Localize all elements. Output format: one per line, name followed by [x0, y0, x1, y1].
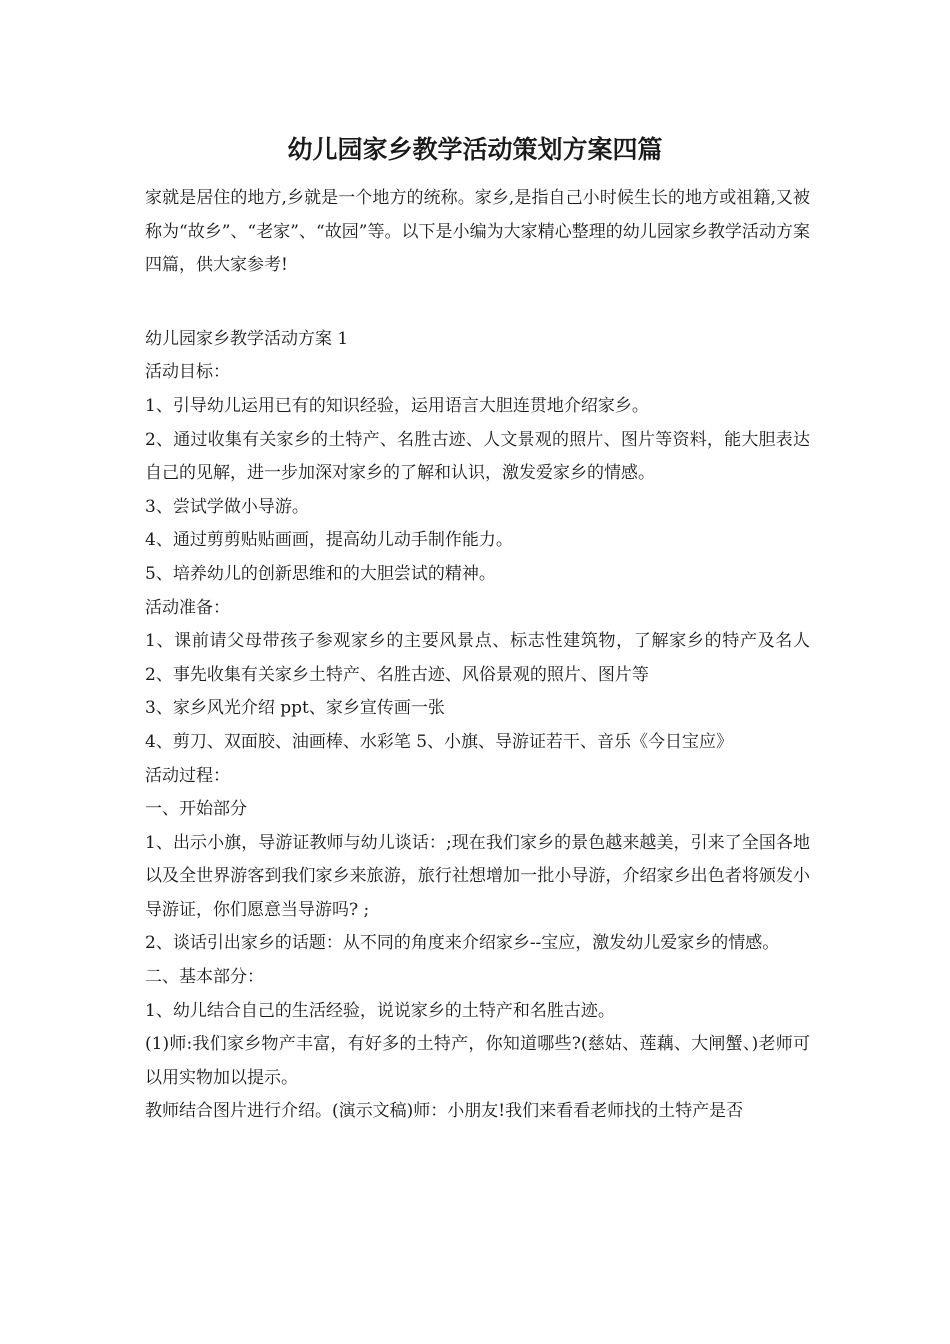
document-title: 幼儿园家乡教学活动策划方案四篇 — [287, 135, 663, 164]
process-item: (1)师:我们家乡物产丰富，有好多的土特产，你知道哪些?(慈姑、莲藕、大闸蟹、)老师可以用实物加以提示。 — [145, 1034, 810, 1088]
subheading-opening-part: 一、开始部分 — [145, 799, 247, 820]
preparation-item: 3、家乡风光介绍 ppt、家乡宣传画一张 — [145, 698, 445, 719]
goal-item: 4、通过剪剪贴贴画画，提高幼儿动手制作能力。 — [145, 530, 513, 551]
subheading-basic-part: 二、基本部分： — [145, 967, 264, 988]
process-item: 1、幼儿结合自己的生活经验，说说家乡的土特产和名胜古迹。 — [145, 1000, 615, 1021]
goal-item: 1、引导幼儿运用已有的知识经验，运用语言大胆连贯地介绍家乡。 — [145, 395, 649, 416]
process-item: 教师结合图片进行介绍。(演示文稿)师：小朋友!我们来看看老师找的土特产是否 — [145, 1101, 744, 1122]
process-item: 1、出示小旗，导游证教师与幼儿谈话：;现在我们家乡的景色越来越美，引来了全国各地以及全世界游客到我们家乡来旅游，旅行社想增加一批小导游，介绍家乡出色者将颁发小导游证，你们愿意当导游吗? ; — [145, 832, 810, 920]
paragraph-gap — [145, 283, 810, 323]
section-heading-plan-1: 幼儿园家乡教学活动方案 1 — [145, 328, 349, 349]
goal-item: 5、培养幼儿的创新思维和的大胆尝试的精神。 — [145, 563, 496, 584]
heading-activity-process: 活动过程： — [145, 765, 230, 786]
document-body — [145, 182, 810, 1129]
intro-paragraph: 家就是居住的地方,乡就是一个地方的统称。家乡,是指自己小时候生长的地方或祖籍,又被称为“故乡”、“老家”、“故园”等。以下是小编为大家精心整理的幼儿园家乡教学活动方案四篇，供大家参考! — [145, 188, 810, 276]
preparation-item: 4、剪刀、双面胶、油画棒、水彩笔 5、小旗、导游证若干、音乐《今日宝应》 — [145, 731, 734, 752]
preparation-item: 1、课前请父母带孩子参观家乡的主要风景点、标志性建筑物，了解家乡的特产及名人 2、事先收集有关家乡土特产、名胜古迹、风俗景观的照片、图片等 — [145, 631, 810, 685]
goal-item: 3、尝试学做小导游。 — [145, 496, 309, 517]
goal-item: 2、通过收集有关家乡的土特产、名胜古迹、人文景观的照片、图片等资料，能大胆表达自己的见解，进一步加深对家乡的了解和认识，激发爱家乡的情感。 — [145, 429, 810, 484]
heading-activity-preparation: 活动准备： — [145, 597, 230, 618]
heading-activity-goals: 活动目标： — [145, 362, 230, 383]
process-item: 2、谈话引出家乡的话题：从不同的角度来介绍家乡--宝应，激发幼儿爱家乡的情感。 — [145, 933, 780, 954]
